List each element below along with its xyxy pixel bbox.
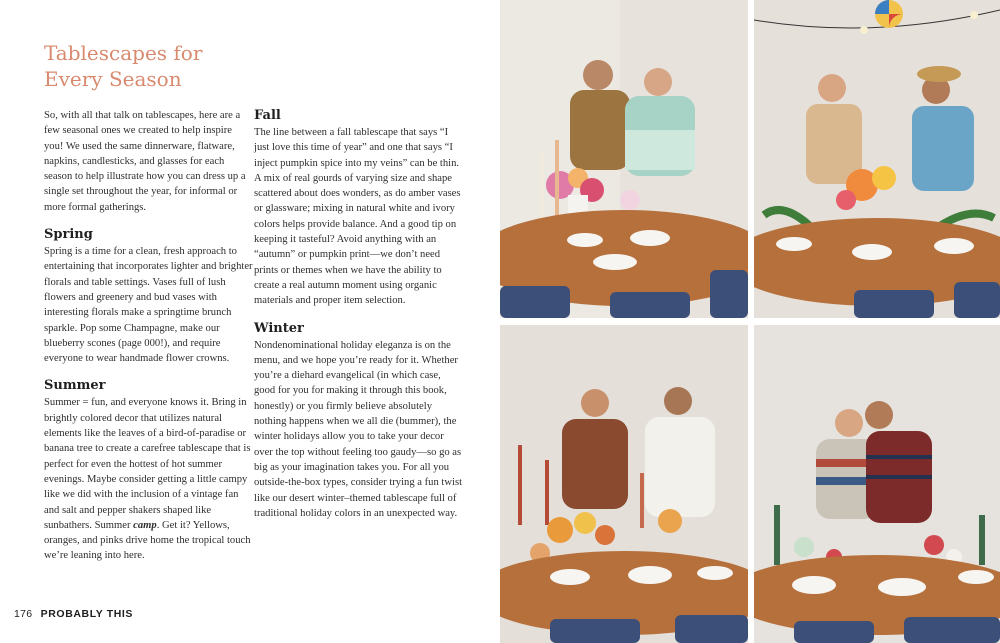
summer-text-2: . Get it? Yellows, oranges, and pinks drive home the tropical touch we’re leaning into here. <box>44 519 251 562</box>
photo-winter-tablescape <box>754 325 1000 643</box>
summer-emphasis: camp <box>133 519 157 531</box>
page-title-line-1: Tablescapes for <box>44 41 203 65</box>
fall-heading: Fall <box>254 108 281 123</box>
spring-paragraph: Spring is a time for a clean, fresh approach to entertaining that incorporates lighter and brighter florals and table settings. Vases full of lush flowers and greenery and bud vases with interesting florals make a springtime brunch sparkle. Pop some Champagne, make our blueberry scones (page 000!), and require everyone to wear handmade flower crowns. <box>44 246 253 365</box>
photo-spring-tablescape <box>500 0 748 318</box>
photo-summer-tablescape <box>754 0 1000 318</box>
page-number: 176 <box>14 608 33 620</box>
text-column-left <box>44 108 254 576</box>
page-title-line-2: Every Season <box>44 67 182 91</box>
spring-heading: Spring <box>44 227 93 243</box>
intro-paragraph: So, with all that talk on tablescapes, here are a few seasonal ones we created to help inspire you! We used the same dinnerware, flatware, napkins, candlesticks, and glasses for each season to help illustrate how you can dress up a single set throughout the year, for informal or more formal gatherings. <box>44 110 246 213</box>
page-footer <box>14 608 133 620</box>
page-title <box>44 40 264 92</box>
right-page-photo-grid <box>500 0 1000 643</box>
fall-paragraph: The line between a fall tablescape that says “I just love this time of year” and one that says “I inject pumpkin spice into my veins” can be thin. A mix of real gourds of varying size and shape scattered about does wonders, as do amber vases or glassware; mixing in natural white and ivory colors helps provide balance. And a good tip on keeping it tasteful? Avoid anything with an “autumn” or pumpkin print—we don’t need prints or themes when we have the ability to create a real autumn moment using organic materials and proper item selection. <box>254 127 461 307</box>
winter-heading: Winter <box>254 320 304 336</box>
running-book-title: PROBABLY THIS <box>40 608 134 620</box>
summer-heading: Summer <box>44 378 106 394</box>
photo-fall-tablescape <box>500 325 748 643</box>
summer-paragraph <box>44 395 254 563</box>
winter-paragraph: Nondenominational holiday eleganza is on the menu, and we hope you’re ready for it. Whether you’re a diehard evangelical (in which case, good for you for making it through this book, honestly) or you firmly believe absolutely nothing happens when we all die (bummer), the winter holidays allow you to take your decor over the top without feeling too gaudy—so go as big as your imagination takes you. For all you outside-the-box types, consider trying a fun twist like our desert winter–themed tablescape full of traditional holiday colors in an unexpected way. <box>254 339 463 519</box>
summer-text-1: Summer = fun, and everyone knows it. Bring in brightly colored decor that utilizes natural elements like the leaves of a bird-of-paradise or banana tree to create a carefree tablescape that is perfect for even the hottest of hot summer evenings. Maybe consider getting a little campy like we did with the inclusion of a vintage fan and salt and pepper shakers shaped like sunbathers. Summer <box>44 397 251 531</box>
text-column-right <box>254 108 464 533</box>
